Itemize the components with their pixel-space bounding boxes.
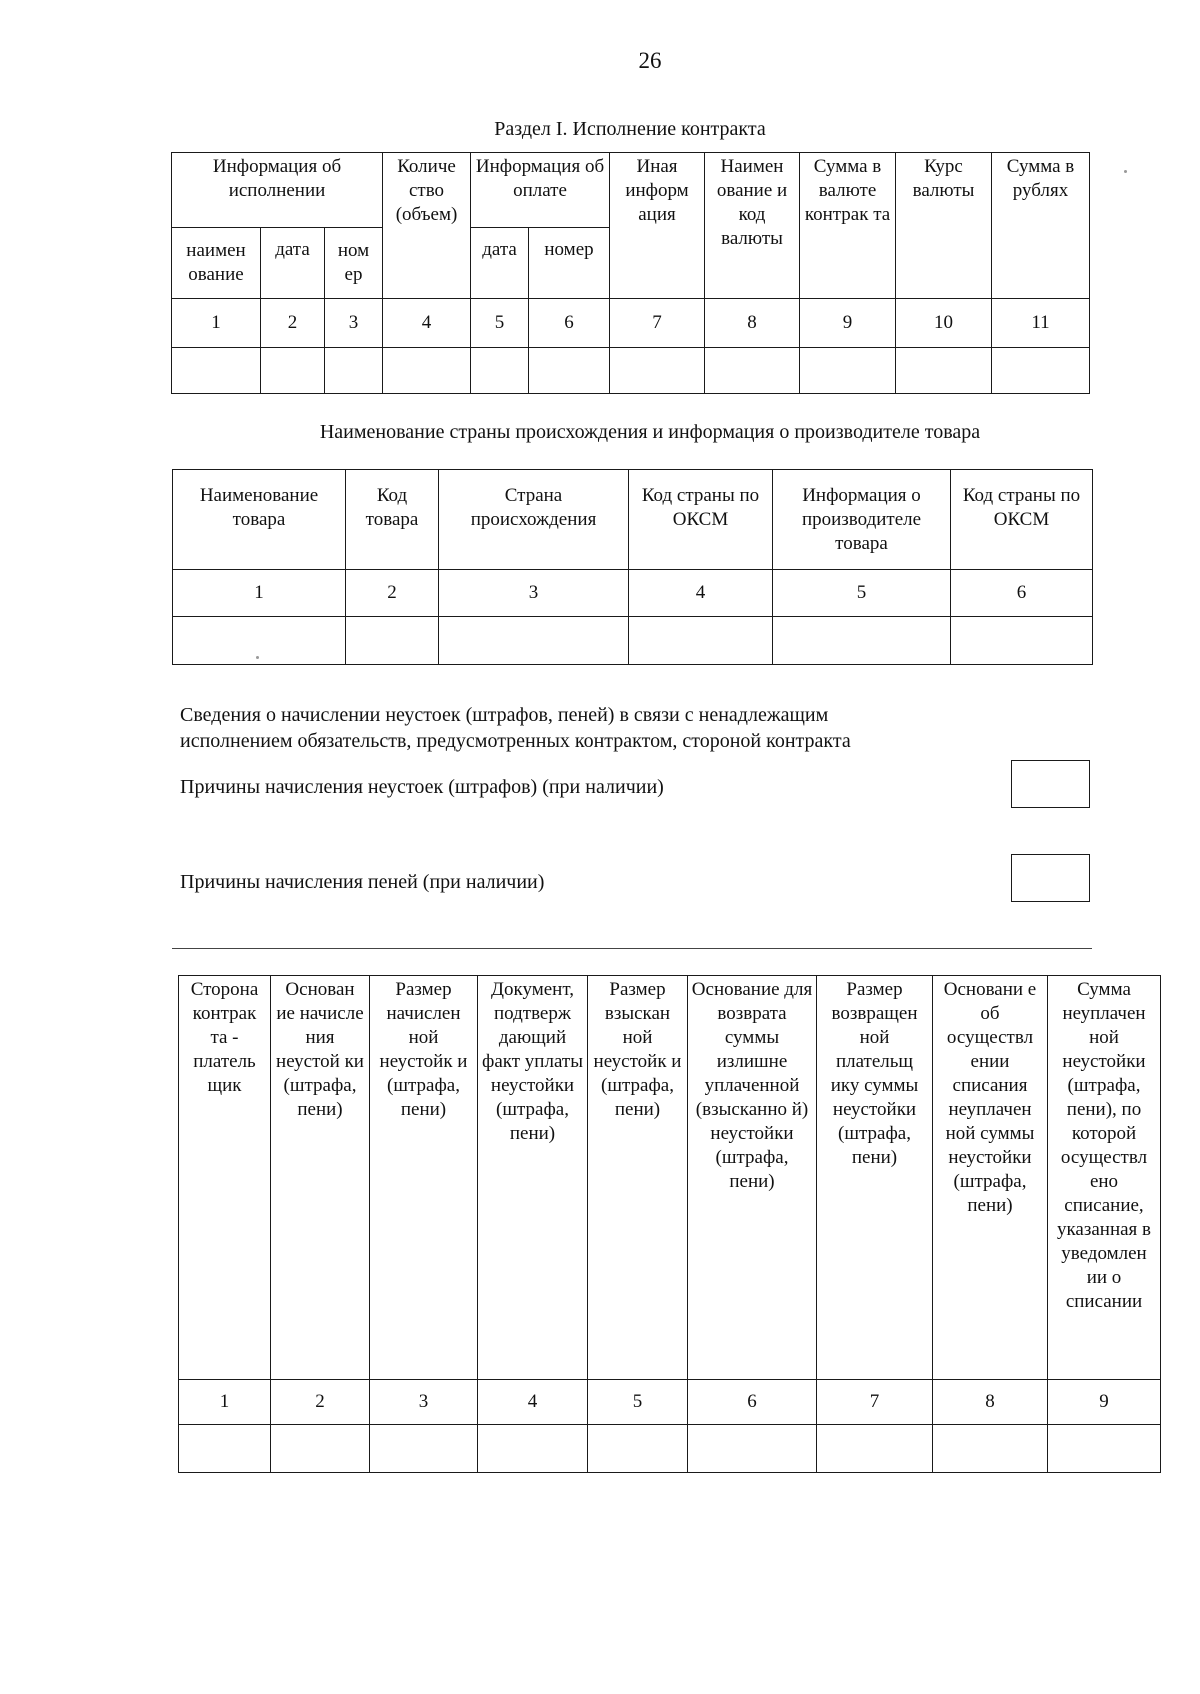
header-info-exec: Информация об исполнении bbox=[172, 153, 383, 228]
column-number: 4 bbox=[629, 570, 773, 617]
column-number: 4 bbox=[383, 299, 471, 348]
header-product-code: Код товара bbox=[346, 470, 439, 570]
header-currency-name: Наимен ование и код валюты bbox=[705, 153, 800, 299]
empty-cell[interactable] bbox=[817, 1425, 933, 1473]
section-title: Раздел I. Исполнение контракта bbox=[494, 118, 766, 140]
header-sum-rub: Сумма в рублях bbox=[992, 153, 1090, 299]
column-number: 1 bbox=[179, 1380, 271, 1425]
table2-title: Наименование страны происхождения и информация о производителе товара bbox=[319, 421, 981, 443]
column-number: 9 bbox=[1048, 1380, 1161, 1425]
empty-cell[interactable] bbox=[271, 1425, 370, 1473]
subheader-name: наимен ование bbox=[172, 228, 261, 299]
column-number: 6 bbox=[529, 299, 610, 348]
column-number: 9 bbox=[800, 299, 896, 348]
reasons-peni-label: Причины начисления пеней (при наличии) bbox=[180, 871, 545, 893]
column-number: 5 bbox=[471, 299, 529, 348]
empty-cell[interactable] bbox=[933, 1425, 1048, 1473]
reasons-peni-box[interactable] bbox=[1011, 854, 1090, 902]
column-number: 7 bbox=[817, 1380, 933, 1425]
empty-cell[interactable] bbox=[478, 1425, 588, 1473]
origin-table bbox=[172, 469, 1093, 665]
header-payer-side: Сторона контрак та - платель щик bbox=[179, 976, 271, 1380]
column-number: 6 bbox=[951, 570, 1093, 617]
empty-cell[interactable] bbox=[629, 617, 773, 665]
column-number: 11 bbox=[992, 299, 1090, 348]
header-accrued-amount: Размер начислен ной неустойк и (штрафа, пени) bbox=[370, 976, 478, 1380]
empty-cell[interactable] bbox=[529, 348, 610, 394]
header-refund-basis: Основание для возврата суммы излишне уплаченной (взысканно й) неустойки (штрафа, пени) bbox=[688, 976, 817, 1380]
empty-cell[interactable] bbox=[173, 617, 346, 665]
penalties-table bbox=[178, 975, 1161, 1473]
header-writeoff-basis: Основани е об осуществл ении списания неуплачен ной суммы неустойки (штрафа, пени) bbox=[933, 976, 1048, 1380]
reasons-fines-label: Причины начисления неустоек (штрафов) (при наличии) bbox=[180, 776, 664, 798]
empty-cell[interactable] bbox=[992, 348, 1090, 394]
column-number: 8 bbox=[705, 299, 800, 348]
column-number: 3 bbox=[370, 1380, 478, 1425]
column-number: 4 bbox=[478, 1380, 588, 1425]
header-product-name: Наименование товара bbox=[173, 470, 346, 570]
column-number: 6 bbox=[688, 1380, 817, 1425]
scan-speck bbox=[1124, 170, 1127, 173]
empty-cell[interactable] bbox=[800, 348, 896, 394]
column-number: 2 bbox=[261, 299, 325, 348]
empty-cell[interactable] bbox=[383, 348, 471, 394]
column-number: 1 bbox=[173, 570, 346, 617]
subheader-date: дата bbox=[261, 228, 325, 299]
column-number: 3 bbox=[439, 570, 629, 617]
penalties-intro: Сведения о начислении неустоек (штрафов, пеней) в связи с ненадлежащим исполнением обязательств, предусмотренных контрактом, стороной контракта bbox=[180, 704, 851, 752]
column-number: 3 bbox=[325, 299, 383, 348]
column-number: 2 bbox=[271, 1380, 370, 1425]
page-number: 26 bbox=[638, 48, 662, 73]
header-country: Страна происхождения bbox=[439, 470, 629, 570]
execution-table bbox=[171, 152, 1090, 394]
header-info-payment: Информация об оплате bbox=[471, 153, 610, 228]
empty-cell[interactable] bbox=[1048, 1425, 1161, 1473]
column-number: 10 bbox=[896, 299, 992, 348]
column-number: 5 bbox=[588, 1380, 688, 1425]
empty-cell[interactable] bbox=[346, 617, 439, 665]
column-number: 2 bbox=[346, 570, 439, 617]
header-other-info: Иная информ ация bbox=[610, 153, 705, 299]
empty-cell[interactable] bbox=[588, 1425, 688, 1473]
header-refunded-amount: Размер возвращен ной плательщ ику суммы неустойки (штрафа, пени) bbox=[817, 976, 933, 1380]
subheader-pay-date: дата bbox=[471, 228, 529, 299]
column-number: 5 bbox=[773, 570, 951, 617]
header-manufacturer-country-code: Код страны по ОКСМ bbox=[951, 470, 1093, 570]
header-quantity: Количе ство (объем) bbox=[383, 153, 471, 299]
empty-cell[interactable] bbox=[773, 617, 951, 665]
reasons-fines-box[interactable] bbox=[1011, 760, 1090, 808]
scan-speck bbox=[256, 656, 259, 659]
empty-cell[interactable] bbox=[439, 617, 629, 665]
empty-cell[interactable] bbox=[471, 348, 529, 394]
column-number: 8 bbox=[933, 1380, 1048, 1425]
header-payment-document: Документ, подтверж дающий факт уплаты неустойки (штрафа, пени) bbox=[478, 976, 588, 1380]
subheader-number: ном ер bbox=[325, 228, 383, 299]
empty-cell[interactable] bbox=[179, 1425, 271, 1473]
column-number: 1 bbox=[172, 299, 261, 348]
header-penalty-basis: Основан ие начисле ния неустой ки (штрафа, пени) bbox=[271, 976, 370, 1380]
divider-line bbox=[172, 948, 1092, 949]
empty-cell[interactable] bbox=[325, 348, 383, 394]
empty-cell[interactable] bbox=[370, 1425, 478, 1473]
subheader-pay-number: номер bbox=[529, 228, 610, 299]
header-collected-amount: Размер взыскан ной неустойк и (штрафа, пени) bbox=[588, 976, 688, 1380]
empty-cell[interactable] bbox=[688, 1425, 817, 1473]
empty-cell[interactable] bbox=[705, 348, 800, 394]
header-writeoff-amount: Сумма неуплачен ной неустойки (штрафа, пени), по которой осуществл ено списание, указанная в уведомлен ии о списании bbox=[1048, 976, 1161, 1380]
header-country-code: Код страны по ОКСМ bbox=[629, 470, 773, 570]
empty-cell[interactable] bbox=[951, 617, 1093, 665]
empty-cell[interactable] bbox=[261, 348, 325, 394]
empty-cell[interactable] bbox=[610, 348, 705, 394]
empty-cell[interactable] bbox=[172, 348, 261, 394]
header-manufacturer: Информация о производителе товара bbox=[773, 470, 951, 570]
column-number: 7 bbox=[610, 299, 705, 348]
header-sum-currency: Сумма в валюте контрак та bbox=[800, 153, 896, 299]
empty-cell[interactable] bbox=[896, 348, 992, 394]
header-rate: Курс валюты bbox=[896, 153, 992, 299]
